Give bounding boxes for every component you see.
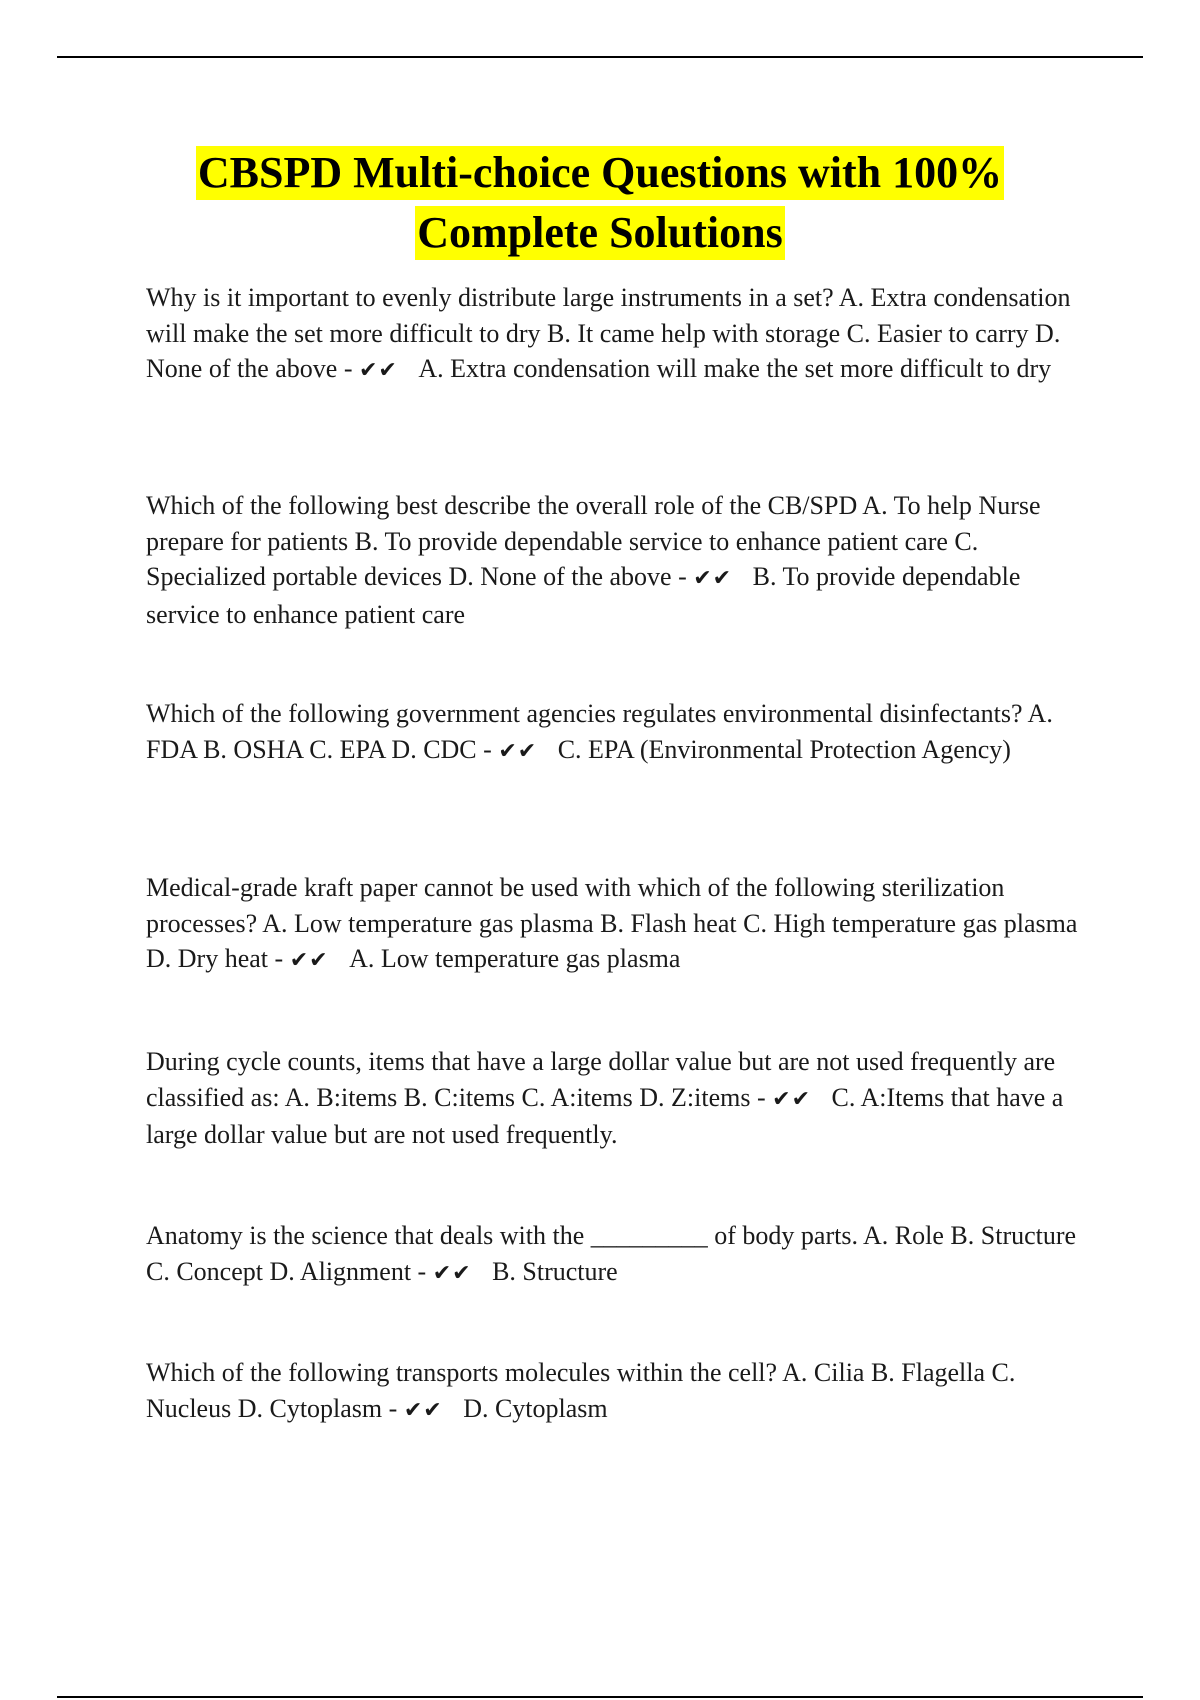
- checkmark-icon: ✔✔: [772, 1086, 812, 1112]
- title-line-2: Complete Solutions: [415, 206, 784, 260]
- answer-text: B. To provide dependable service to enhance patient care: [146, 562, 1021, 629]
- checkmark-icon: ✔✔: [289, 948, 329, 973]
- qa-item: [146, 870, 1100, 979]
- answer-text: A. Low temperature gas plasma: [349, 944, 681, 973]
- answer-text: A. Extra condensation will make the set more difficult to dry: [418, 354, 1052, 383]
- question-text: Medical-grade kraft paper cannot be used with which of the following sterilization processes? A. Low temperature gas plasma B. Flash heat C. High temperature gas plasma D. Dry heat -: [146, 873, 1078, 973]
- question-text: Which of the following transports molecules within the cell? A. Cilia B. Flagella C. Nucleus D. Cytoplasm -: [146, 1358, 1016, 1423]
- answer-text: B. Structure: [492, 1256, 618, 1286]
- qa-item: [146, 488, 1100, 632]
- question-text: During cycle counts, items that have a large dollar value but are not used frequently are classified as: A. B:items B. C:items C. A:items D. Z:items -: [146, 1047, 1056, 1112]
- title-line-1: CBSPD Multi-choice Questions with 100%: [196, 146, 1004, 200]
- checkmark-icon: ✔✔: [693, 566, 733, 591]
- qa-item: [146, 280, 1100, 389]
- qa-item: [146, 696, 1100, 769]
- answer-text: D. Cytoplasm: [463, 1393, 608, 1423]
- checkmark-icon: ✔✔: [403, 1397, 443, 1423]
- checkmark-icon: ✔✔: [358, 358, 398, 383]
- checkmark-icon: ✔✔: [498, 738, 538, 764]
- qa-item: [146, 1218, 1100, 1291]
- question-text: Which of the following government agencies regulates environmental disinfectants? A. FDA B. OSHA C. EPA D. CDC -: [146, 699, 1053, 764]
- question-text: Which of the following best describe the overall role of the CB/SPD A. To help Nurse prepare for patients B. To provide dependable service to enhance patient care C. Specialized portable devices D. None of the above -: [146, 491, 1041, 591]
- answer-text: C. A:Items that have a large dollar value but are not used frequently.: [146, 1082, 1064, 1149]
- question-text: Why is it important to evenly distribute large instruments in a set? A. Extra condensation will make the set more difficult to dry B. It came help with storage C. Easier to carry D. None of the above -: [146, 283, 1071, 383]
- question-text: Anatomy is the science that deals with the _________ of body parts. A. Role B. Structure C. Concept D. Alignment -: [146, 1221, 1077, 1286]
- top-rule: [57, 56, 1143, 58]
- checkmark-icon: ✔✔: [432, 1260, 472, 1286]
- qa-item: [146, 1355, 1100, 1428]
- bottom-rule: [57, 1696, 1143, 1698]
- answer-text: C. EPA (Environmental Protection Agency): [557, 734, 1011, 764]
- page-title: [100, 146, 1100, 266]
- qa-item: [146, 1044, 1100, 1153]
